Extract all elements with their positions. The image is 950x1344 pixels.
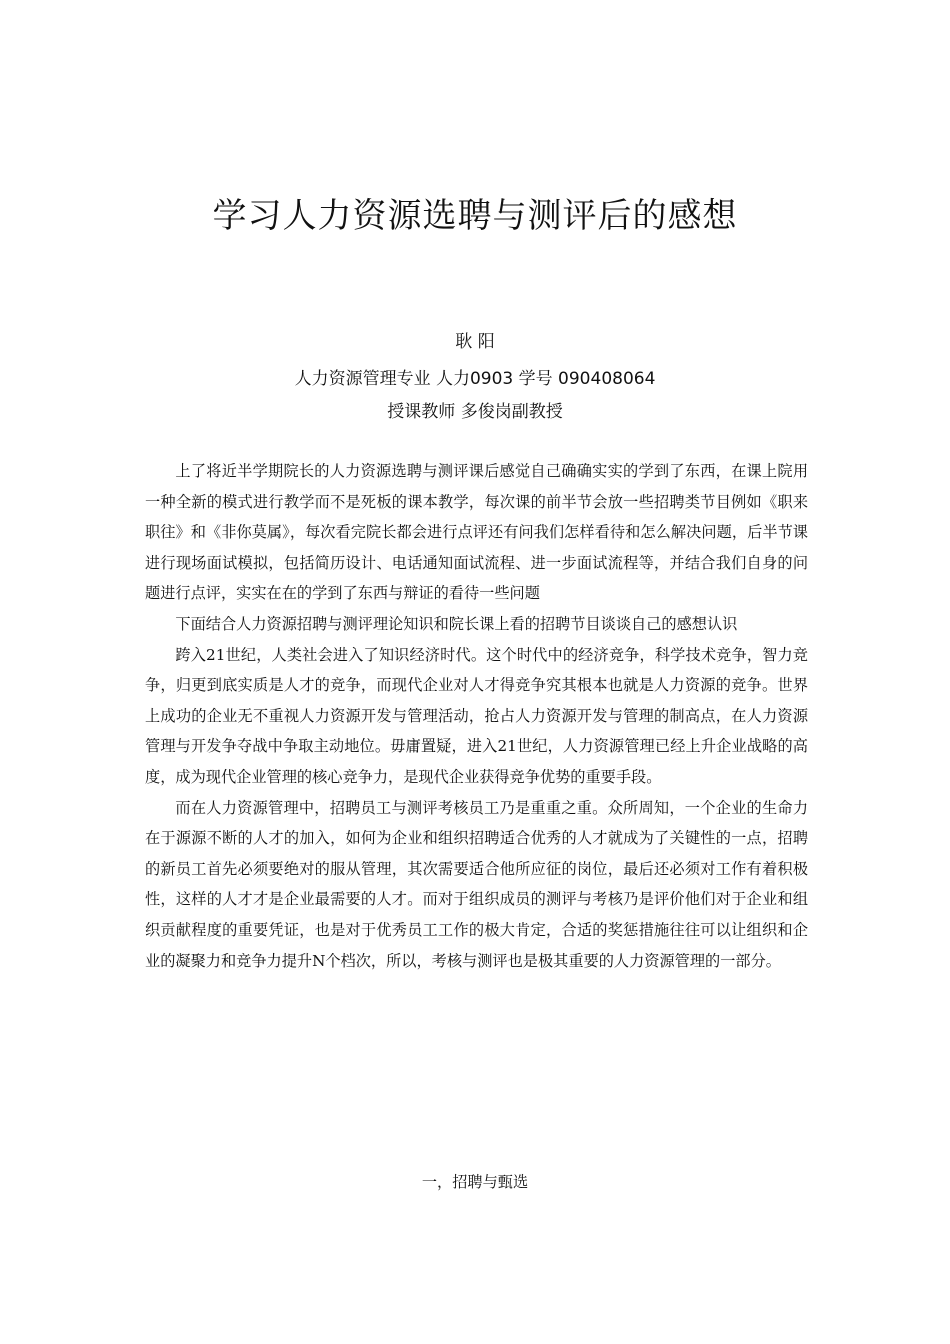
paragraph: 而在人力资源管理中，招聘员工与测评考核员工乃是重重之重。众所周知，一个企业的生命力在于源源不断的人才的加入，如何为企业和组织招聘适合优秀的人才就成为了关键性的一点，招聘的新员工首先必须要绝对的服从管理，其次需要适合他所应征的岗位，最后还必须对工作有着积极性，这样的人才才是企业最需要的人才。而对于组织成员的测评与考核乃是评价他们对于企业和组织贡献程度的重要凭证，也是对于优秀员工工作的极大肯定，合适的奖惩措施往往可以让组织和企业的凝聚力和竞争力提升N个档次，所以，考核与测评也是极其重要的人力资源管理的一部分。	[145, 798, 808, 970]
paragraph: 下面结合人力资源招聘与测评理论知识和院长课上看的招聘节目谈谈自己的感想认识	[175, 614, 738, 633]
document-title: 学习人力资源选聘与测评后的感想	[212, 196, 738, 236]
paragraph: 上了将近半学期院长的人力资源选聘与测评课后感觉自己确确实实的学到了东西，在课上院用一种全新的模式进行教学而不是死板的课本教学，每次课的前半节会放一些招聘类节目例如《职来职往》和《非你莫属》，每次看完院长都会进行点评还有问我们怎样看待和怎么解决问题，后半节课进行现场面试模拟，包括简历设计、电话通知面试流程、进一步面试流程等，并结合我们自身的问题进行点评，实实在在的学到了东西与辩证的看待一些问题	[145, 462, 808, 603]
author-name: 耿 阳	[455, 332, 495, 352]
paragraph: 跨入21世纪，人类社会进入了知识经济时代。这个时代中的经济竞争，科学技术竞争，智力竞争，归更到底实质是人才的竞争，而现代企业对人才得竞争究其根本也就是人力资源的竞争。世界上成功的企业无不重视人力资源开发与管理活动，抢占人力资源开发与管理的制高点，在人力资源管理与开发争夺战中争取主动地位。毋庸置疑，进入21世纪，人力资源管理已经上升企业战略的高度，成为现代企业管理的核心竞争力，是现代企业获得竞争优势的重要手段。	[145, 645, 808, 786]
body-text	[145, 456, 808, 976]
section-heading: 一，招聘与甄选	[421, 1173, 529, 1191]
author-affiliation: 人力资源管理专业 人力0903 学号 090408064	[294, 369, 656, 389]
instructor-line: 授课教师 多俊岗副教授	[387, 402, 563, 422]
